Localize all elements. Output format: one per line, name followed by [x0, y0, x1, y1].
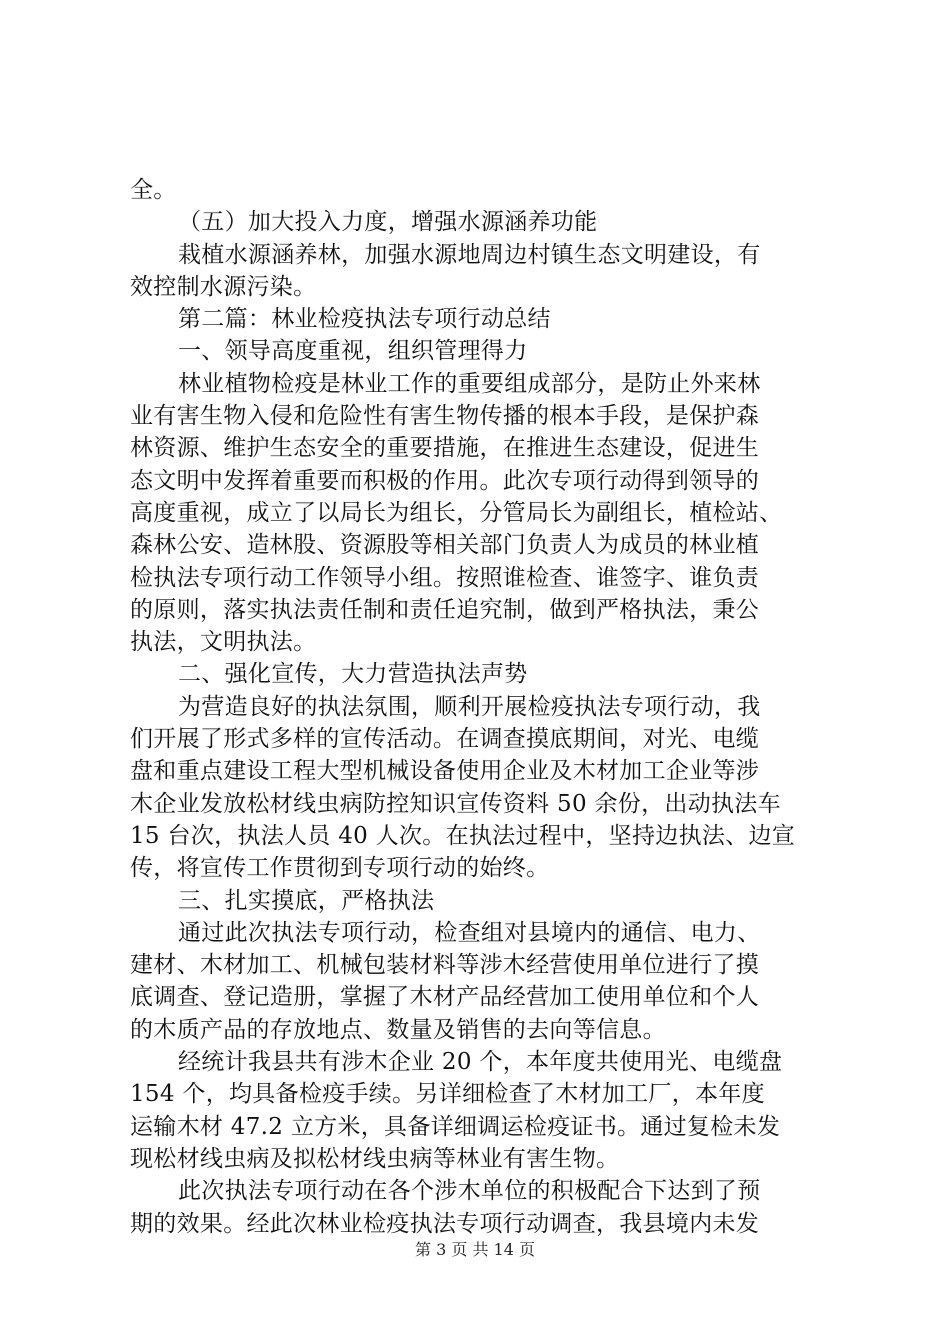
text-line: 全。: [130, 177, 177, 203]
text-line: 期的效果。经此次林业检疫执法专项行动调查，我县境内未发: [130, 1210, 760, 1237]
text-line: 的原则，落实执法责任制和责任追究制，做到严格执法，秉公: [130, 596, 760, 623]
text-line: 态文明中发挥着重要而积极的作用。此次专项行动得到领导的: [130, 467, 760, 494]
text-line: 一、领导高度重视，组织管理得力: [178, 338, 528, 365]
text-line: 为营造良好的执法氛围，顺利开展检疫执法专项行动，我: [178, 693, 761, 720]
text-line: （五）加大投入力度，增强水源涵养功能: [178, 209, 598, 236]
text-line: 底调查、登记造册，掌握了木材产品经营加工使用单位和个人: [130, 984, 760, 1011]
text-line: 林资源、维护生态安全的重要措施，在推进生态建设，促进生: [130, 435, 760, 462]
text-line: 通过此次执法专项行动，检查组对县境内的通信、电力、: [178, 919, 761, 946]
text-line: 现松材线虫病及拟松材线虫病等林业有害生物。: [130, 1145, 620, 1172]
text-line: 栽植水源涵养林，加强水源地周边村镇生态文明建设，有: [178, 241, 761, 268]
text-line: 林业植物检疫是林业工作的重要组成部分，是防止外来林: [178, 370, 761, 397]
text-line: 此次执法专项行动在各个涉木单位的积极配合下达到了预: [178, 1178, 761, 1205]
text-line: 三、扎实摸底，严格执法: [178, 887, 435, 914]
text-line: 业有害生物入侵和危险性有害生物传播的根本手段，是保护森: [130, 403, 760, 430]
text-line: 效控制水源污染。: [130, 273, 317, 300]
text-line: 检执法专项行动工作领导小组。按照谁检查、谁签字、谁负责: [130, 564, 760, 591]
text-line: 木企业发放松材线虫病防控知识宣传资料 50 余份，出动执法车: [130, 790, 781, 817]
text-line: 运输木材 47.2 立方米，具备详细调运检疫证书。通过复检未发: [130, 1113, 781, 1140]
text-line: 经统计我县共有涉木企业 20 个，本年度共使用光、电缆盘: [178, 1049, 783, 1076]
text-line: 高度重视，成立了以局长为组长，分管局长为副组长，植检站、: [130, 499, 783, 526]
text-line: 盘和重点建设工程大型机械设备使用企业及木材加工企业等涉: [130, 758, 760, 785]
text-line: 们开展了形式多样的宣传活动。在调查摸底期间，对光、电缆: [130, 726, 760, 753]
text-line: 第二篇：林业检疫执法专项行动总结: [178, 306, 551, 333]
page-number-label: 第 3 页 共 14 页: [415, 1240, 535, 1259]
text-line: 森林公安、造林股、资源股等相关部门负责人为成员的林业植: [130, 532, 760, 559]
page-footer: [0, 1240, 950, 1260]
text-line: 建材、木材加工、机械包装材料等涉木经营使用单位进行了摸: [130, 952, 760, 979]
text-line: 执法，文明执法。: [130, 629, 317, 656]
text-line: 154 个，均具备检疫手续。另详细检查了木材加工厂，本年度: [130, 1081, 765, 1108]
document-body: [130, 174, 834, 1240]
text-line: 传，将宣传工作贯彻到专项行动的始终。: [130, 855, 550, 882]
text-line: 二、强化宣传，大力营造执法声势: [178, 661, 528, 688]
text-line: 15 台次，执法人员 40 人次。在执法过程中，坚持边执法、边宣: [130, 822, 796, 849]
text-line: 的木质产品的存放地点、数量及销售的去向等信息。: [130, 1016, 666, 1043]
